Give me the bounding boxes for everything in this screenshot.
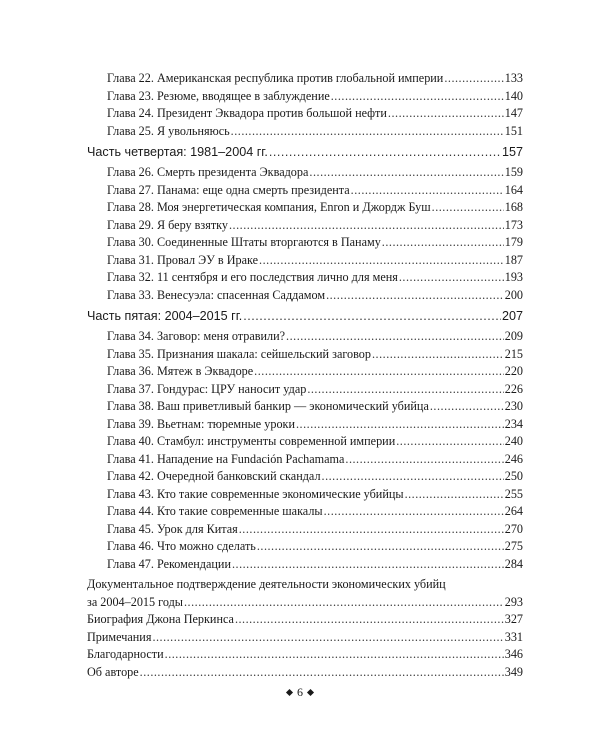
toc-entry[interactable] [87,165,523,183]
toc-entry[interactable] [87,347,523,365]
toc-entry[interactable] [87,452,523,470]
toc-entry[interactable] [87,612,523,630]
toc-entry-title: Глава 24. Президент Эквадора против большой нефти [107,106,387,120]
toc-entry-page: 193 [504,270,523,284]
toc-entry-title: Глава 46. Что можно сделать [107,539,256,553]
toc-entry-page: 147 [504,106,523,120]
toc-entry-page: 234 [504,416,523,431]
toc-entry-title: Биография Джона Перкинса [87,612,234,626]
toc-entry[interactable] [87,71,523,89]
toc-part-page: 207 [501,309,523,323]
toc-entry-page: 275 [504,539,523,553]
toc-entry-page: 226 [504,381,523,396]
toc-entry-page: 331 [504,629,523,644]
leader-dots [184,595,504,610]
toc-entry-page: 230 [504,399,523,413]
toc-part-five[interactable] [87,305,523,329]
toc-entry[interactable] [87,557,523,575]
leader-dots [286,329,504,344]
toc-entry-page: 200 [504,287,523,302]
toc-entry-title: Глава 45. Урок для Китая [107,521,238,536]
leader-dots [229,218,504,233]
leader-dots [152,630,503,645]
toc-entry[interactable] [87,487,523,505]
leader-dots [231,124,504,139]
toc-entry-title: Благодарности [87,647,164,661]
toc-entry-title: Глава 32. 11 сентября и его последствия лично для меня [107,270,398,284]
toc-entry-title: Глава 26. Смерть президента Эквадора [107,165,309,179]
table-of-contents [87,71,523,682]
toc-entry-page: 246 [504,451,523,466]
toc-part-four[interactable] [87,141,523,165]
toc-entry[interactable] [87,522,523,540]
diamond-ornament-icon [286,689,293,696]
toc-entry[interactable] [87,539,523,557]
toc-entry[interactable] [87,89,523,107]
toc-entry[interactable] [87,399,523,417]
toc-entry-title: Глава 41. Нападение на Fundación Pachamama [107,451,345,466]
leader-dots [140,665,504,680]
toc-entry-title: Документальное подтверждение деятельности экономических убийц [87,577,446,591]
toc-entry-page: 327 [504,612,523,626]
toc-entry-page: 133 [504,71,523,85]
toc-entry[interactable] [87,329,523,347]
toc-entry-page: 187 [504,252,523,267]
toc-entry-title: Глава 28. Моя энергетическая компания, Enron и Джордж Буш [107,200,431,214]
leader-dots [351,183,504,198]
toc-entry-title: Глава 43. Кто такие современные экономические убийцы [107,486,404,501]
page-footer [0,685,600,700]
toc-entry-title: Глава 27. Панама: еще одна смерть президента [107,182,350,197]
toc-entry[interactable] [87,647,523,665]
toc-entry-page: 140 [504,88,523,103]
leader-dots [345,452,503,467]
toc-entry-title: Глава 39. Вьетнам: тюремные уроки [107,416,295,431]
toc-entry-page: 215 [504,346,523,361]
leader-dots [444,71,503,86]
toc-entry[interactable] [87,183,523,201]
leader-dots [322,469,504,484]
toc-entry[interactable] [87,469,523,487]
toc-part-title: Часть пятая: 2004–2015 гг. [87,309,243,323]
toc-entry-title: Глава 40. Стамбул: инструменты современной империи [107,434,396,448]
diamond-ornament-icon [307,689,314,696]
toc-entry-title: Глава 37. Гондурас: ЦРУ наносит удар [107,381,307,396]
leader-dots [165,647,504,662]
leader-dots [269,145,501,159]
leader-dots [296,417,504,432]
toc-entry-title: Глава 44. Кто такие современные шакалы [107,504,323,518]
toc-entry-page: 349 [504,664,523,679]
leader-dots [307,382,503,397]
toc-entry-title: за 2004–2015 годы [87,594,183,609]
toc-entry-page: 264 [504,504,523,518]
toc-entry[interactable] [87,434,523,452]
leader-dots [326,288,504,303]
toc-entry[interactable] [87,417,523,435]
leader-dots [399,270,504,285]
toc-entry[interactable] [87,106,523,124]
leader-dots [396,434,503,449]
toc-entry-page: 173 [504,217,523,232]
leader-dots [405,487,504,502]
toc-entry[interactable] [87,364,523,382]
toc-entry[interactable] [87,288,523,306]
toc-entry-page: 209 [504,329,523,343]
toc-documents-line2[interactable] [87,595,523,613]
toc-entry[interactable] [87,124,523,142]
toc-entry-title: Глава 31. Провал ЭУ в Ираке [107,252,259,267]
toc-entry-page: 255 [504,486,523,501]
toc-entry-title: Глава 30. Соединенные Штаты вторгаются в Панаму [107,235,381,249]
leader-dots [324,504,504,519]
toc-entry[interactable] [87,218,523,236]
leader-dots [372,347,504,362]
toc-entry[interactable] [87,665,523,683]
leader-dots [235,612,504,627]
leader-dots [257,539,504,554]
toc-entry-page: 151 [504,123,523,138]
leader-dots [432,200,504,215]
leader-dots [254,364,504,379]
leader-dots [309,165,503,180]
toc-entry-page: 240 [504,434,523,448]
toc-entry-title: Глава 38. Ваш приветливый банкир — экономический убийца [107,399,429,413]
toc-entry-title: Глава 35. Признания шакала: сейшельский заговор [107,346,371,361]
toc-entry-page: 168 [504,200,523,214]
toc-entry-page: 270 [504,521,523,536]
toc-part-title: Часть четвертая: 1981–2004 гг. [87,145,268,159]
leader-dots [388,106,504,121]
toc-entry-title: Глава 33. Венесуэла: спасенная Саддамом [107,287,326,302]
toc-entry-page: 293 [504,594,523,609]
toc-entry-page: 159 [504,165,523,179]
toc-entry-page: 284 [504,556,523,571]
toc-entry[interactable] [87,235,523,253]
toc-entry-title: Глава 25. Я увольняюсь [107,123,230,138]
toc-entry-page: 250 [504,469,523,483]
toc-documents-line1[interactable] [87,577,523,595]
toc-entry-title: Глава 22. Американская республика против глобальной империи [107,71,444,85]
leader-dots [232,557,504,572]
toc-entry-title: Глава 34. Заговор: меня отравили? [107,329,286,343]
toc-entry-page: 220 [504,364,523,378]
leader-dots [430,399,504,414]
toc-entry-title: Глава 29. Я беру взятку [107,217,228,232]
toc-entry-title: Глава 47. Рекомендации [107,556,231,571]
leader-dots [259,253,504,268]
toc-entry-title: Примечания [87,629,152,644]
toc-entry-page: 164 [504,182,523,197]
toc-entry-page: 179 [504,235,523,249]
leader-dots [243,309,501,323]
leader-dots [331,89,504,104]
toc-entry[interactable] [87,382,523,400]
toc-entry-title: Глава 36. Мятеж в Эквадоре [107,364,254,378]
page-number: 6 [297,685,303,699]
toc-entry[interactable] [87,253,523,271]
toc-entry[interactable] [87,630,523,648]
toc-entry-title: Об авторе [87,664,139,679]
leader-dots [239,522,504,537]
toc-entry-title: Глава 42. Очередной банковский скандал [107,469,321,483]
toc-entry[interactable] [87,270,523,288]
toc-entry[interactable] [87,504,523,522]
toc-part-page: 157 [501,145,523,159]
toc-entry-title: Глава 23. Резюме, вводящее в заблуждение [107,88,330,103]
toc-entry-page: 346 [504,647,523,661]
toc-entry[interactable] [87,200,523,218]
leader-dots [382,235,504,250]
